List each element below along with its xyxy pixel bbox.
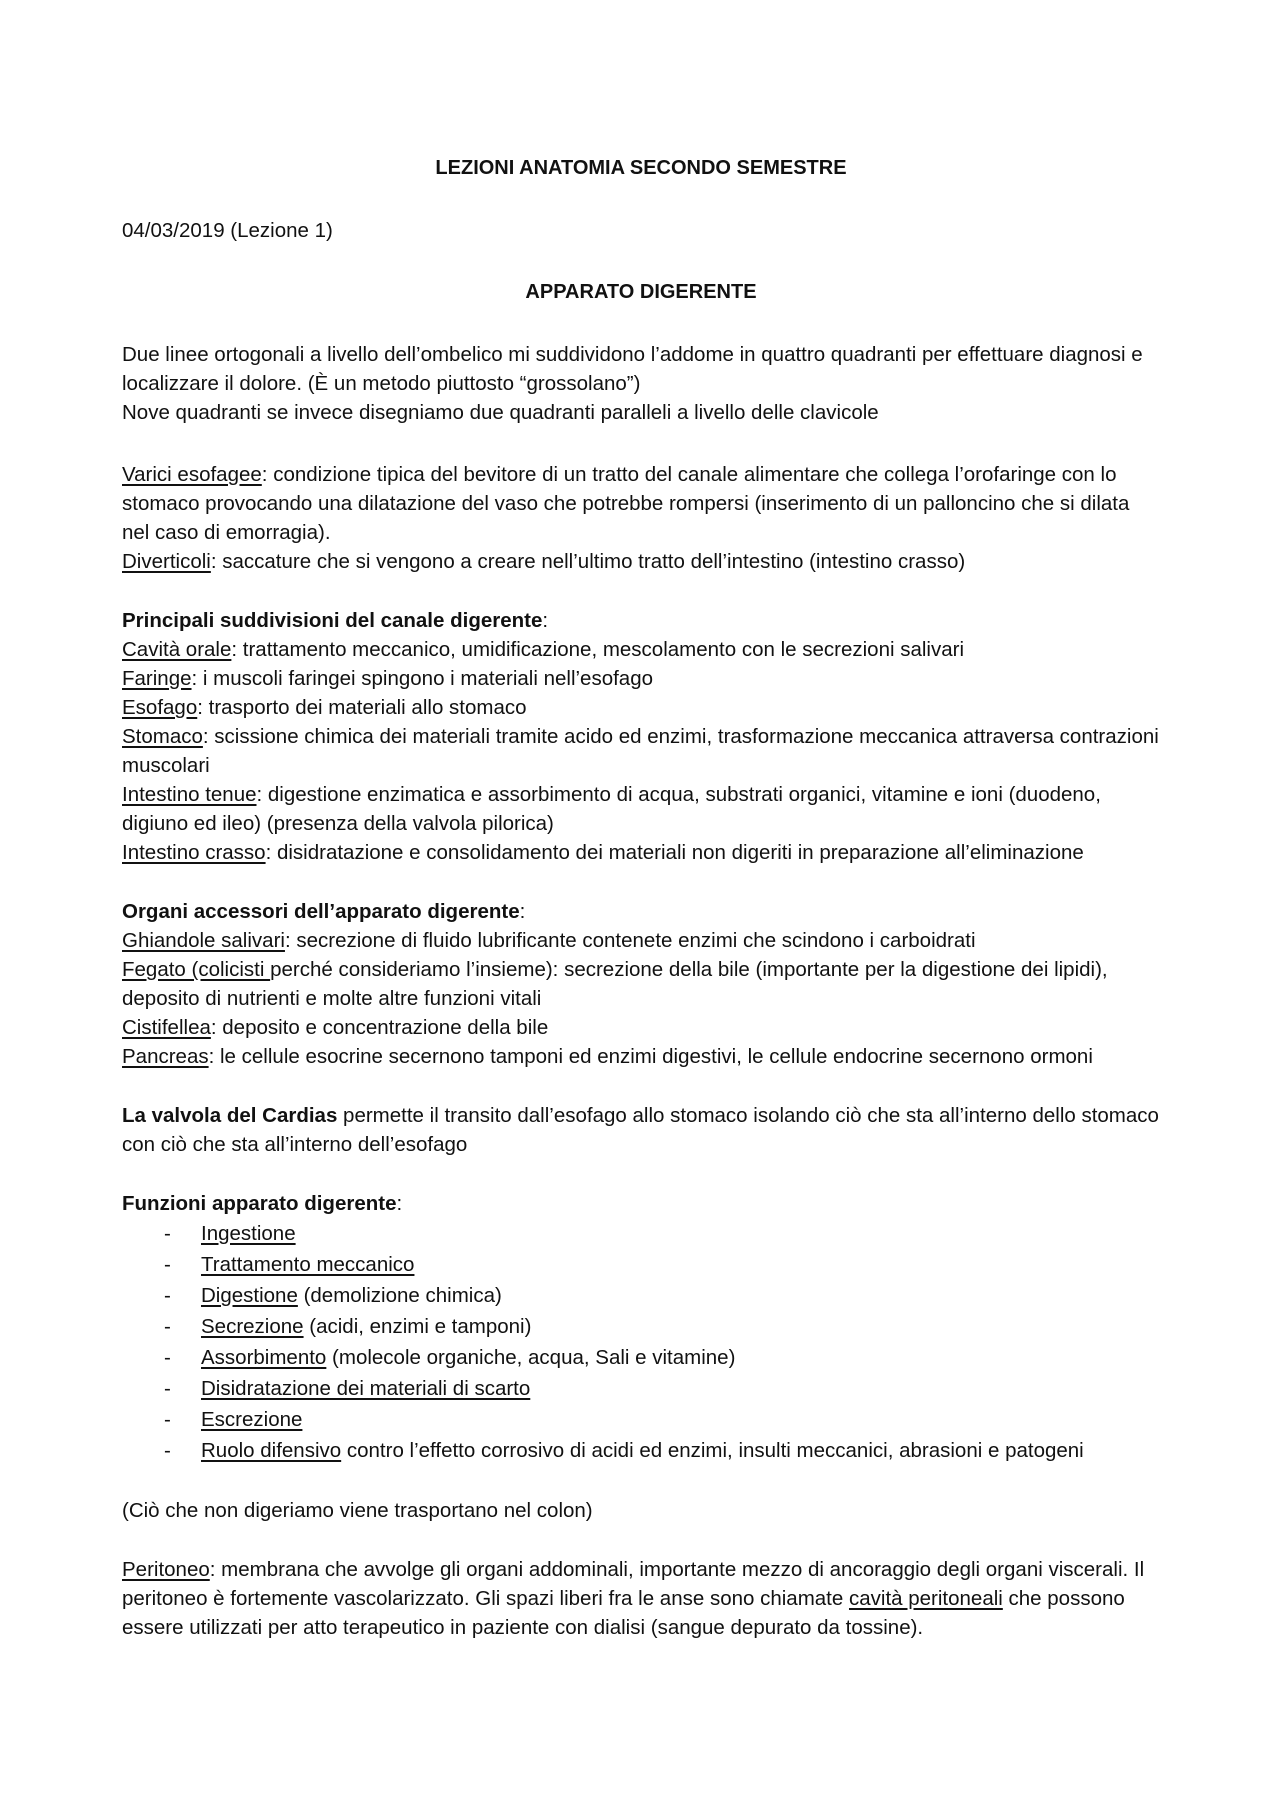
accessory-item: Cistifellea: deposito e concentrazione della bile [122,1016,549,1039]
subdivisions-heading: Principali suddivisioni del canale digerente: [122,609,549,632]
accessory-item: Fegato (colicisti perché consideriamo l’insieme): secrezione della bile (importante per la digestione dei lipidi), deposito di nutrienti e molte altre funzioni vitali [122,958,1108,1010]
list-item: - Disidratazione dei materiali di scarto [164,1373,1160,1404]
subdivision-item: Cavità orale: trattamento meccanico, umidificazione, mescolamento con le secrezioni salivari [122,638,965,661]
list-item: - Ingestione [164,1218,1160,1249]
subdivision-item: Intestino crasso: disidratazione e consolidamento dei materiali non digeriti in preparazione all’eliminazione [122,841,1084,864]
list-item: - Assorbimento (molecole organiche, acqua, Sali e vitamine) [164,1342,1160,1373]
term-diverticoli: Diverticoli [122,550,211,573]
cardias-paragraph: La valvola del Cardias permette il transito dall’esofago allo stomaco isolando ciò che sta all’interno dello stomaco con ciò che sta all’interno dell’esofago [122,1104,1159,1156]
list-item: - Escrezione [164,1404,1160,1435]
accessory-item: Pancreas: le cellule esocrine secernono tamponi ed enzimi digestivi, le cellule endocrine secernono ormoni [122,1045,1093,1068]
list-item: - Ruolo difensivo contro l’effetto corrosivo di acidi ed enzimi, insulti meccanici, abrasioni e patogeni [164,1435,1160,1466]
lesson-date: 04/03/2019 (Lezione 1) [122,219,333,242]
term-cavita-peritoneali: cavità peritoneali [848,1587,1003,1610]
section-title: APPARATO DIGERENTE [525,281,757,303]
accessory-heading: Organi accessori dell’apparato digerente: [122,900,526,923]
subdivision-item: Stomaco: scissione chimica dei materiali tramite acido ed enzimi, trasformazione meccanica attraversa contrazioni muscolari [122,725,1159,777]
functions-list [122,1218,1160,1466]
document-title: LEZIONI ANATOMIA SECONDO SEMESTRE [435,157,847,179]
intro-paragraph: Due linee ortogonali a livello dell’ombelico mi suddividono l’addome in quattro quadranti per effettuare diagnosi e localizzare il dolore. (È un metodo piuttosto “grossolano”) Nove quadranti se invece disegniamo due quadranti paralleli a livello delle clavicole [122,343,1143,424]
subdivision-item: Faringe: i muscoli faringei spingono i materiali nell’esofago [122,667,654,690]
pathology-varici: Varici esofagee: condizione tipica del bevitore di un tratto del canale alimentare che collega l’orofaringe con lo stomaco provocando una dilatazione del vaso che potrebbe rompersi (inserimento di un palloncino che si dilata nel caso di emorragia). [122,463,1130,544]
term-varici-esofagee: Varici esofagee [122,463,262,486]
list-item: - Trattamento meccanico [164,1249,1160,1280]
accessory-item: Ghiandole salivari: secrezione di fluido lubrificante contenete enzimi che scindono i carboidrati [122,929,976,952]
functions-heading: Funzioni apparato digerente: [122,1192,403,1215]
peritoneum-paragraph: Peritoneo: membrana che avvolge gli organi addominali, importante mezzo di ancoraggio degli organi viscerali. Il peritoneo è fortemente vascolarizzato. Gli spazi liberi fra le anse sono chiamate cavità peritoneali che possono essere utilizzati per atto terapeutico in paziente con dialisi (sangue depurato da tossine). [122,1558,1145,1639]
subdivision-item: Esofago: trasporto dei materiali allo stomaco [122,696,527,719]
term-peritoneo: Peritoneo [122,1558,210,1581]
pathology-diverticoli: Diverticoli: saccature che si vengono a creare nell’ultimo tratto dell’intestino (intestino crasso) [122,550,966,573]
colon-note: (Ciò che non digeriamo viene trasportano nel colon) [122,1499,593,1522]
list-item: - Secrezione (acidi, enzimi e tamponi) [164,1311,1160,1342]
list-item: - Digestione (demolizione chimica) [164,1280,1160,1311]
subdivision-item: Intestino tenue: digestione enzimatica e assorbimento di acqua, substrati organici, vitamine e ioni (duodeno, digiuno ed ileo) (presenza della valvola pilorica) [122,783,1101,835]
